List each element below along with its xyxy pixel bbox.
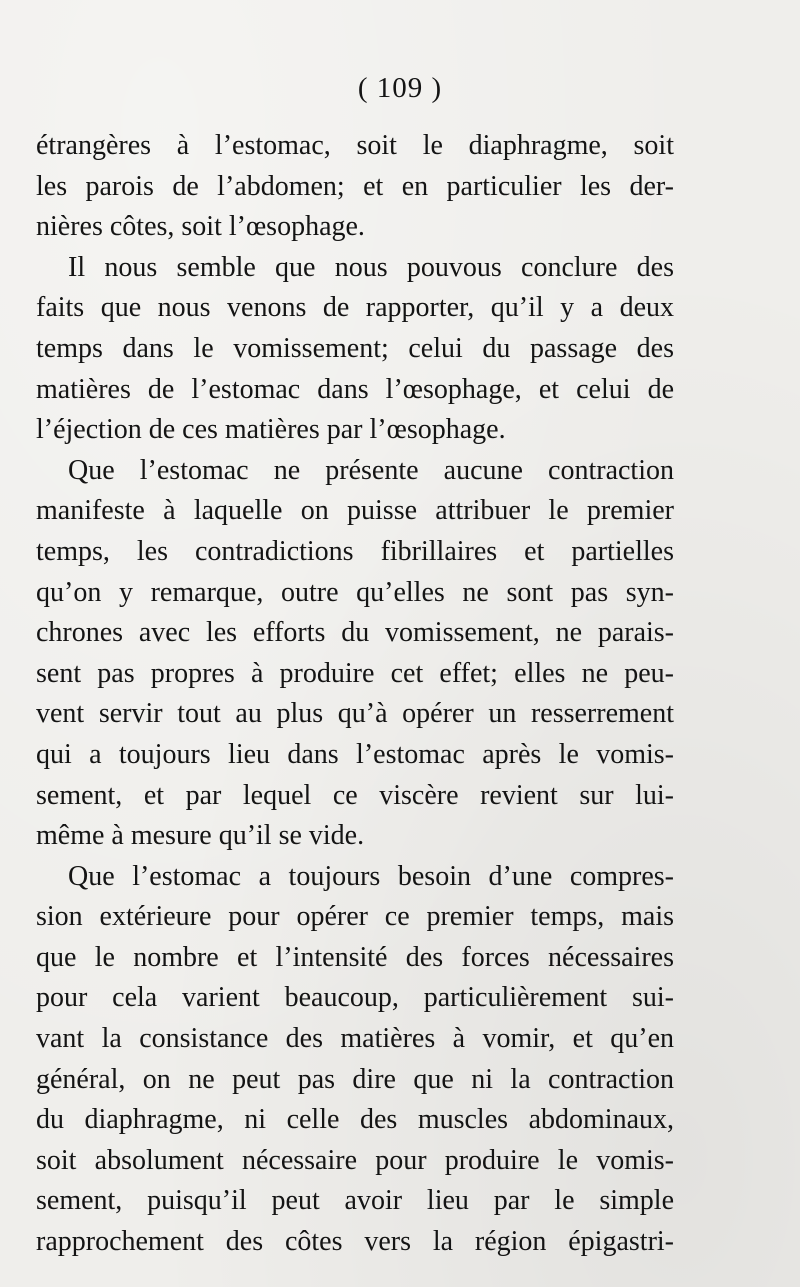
text-line: Il nous semble que nous pouvous conclure des xyxy=(68,251,674,283)
text-line: que le nombre et l’intensité des forces nécessaires xyxy=(36,941,674,973)
text-line: l’éjection de ces matières par l’œsophage. xyxy=(36,414,506,446)
text-line: sement, puisqu’il peut avoir lieu par le simple xyxy=(36,1185,674,1217)
text-line: rapprochement des côtes vers la région épigastri- xyxy=(36,1226,674,1258)
text-line: nières côtes, soit l’œsophage. xyxy=(36,211,365,243)
text-line: faits que nous venons de rapporter, qu’il y a deux xyxy=(36,292,674,324)
text-line: sent pas propres à produire cet effet; elles ne peu- xyxy=(36,657,674,689)
page-number: ( 109 ) xyxy=(357,72,443,104)
text-line: sement, et par lequel ce viscère revient sur lui- xyxy=(36,779,674,811)
text-line: soit absolument nécessaire pour produire le vomis- xyxy=(36,1144,674,1176)
text-line: les parois de l’abdomen; et en particulier les der- xyxy=(36,170,674,202)
text-line: Que l’estomac ne présente aucune contraction xyxy=(68,454,674,486)
text-line: manifeste à laquelle on puisse attribuer le premier xyxy=(36,495,674,527)
text-line: vent servir tout au plus qu’à opérer un resserrement xyxy=(36,698,674,730)
text-line: qu’on y remarque, outre qu’elles ne sont pas syn- xyxy=(36,576,674,608)
text-line: sion extérieure pour opérer ce premier temps, mais xyxy=(36,901,674,933)
text-line: Que l’estomac a toujours besoin d’une compres- xyxy=(68,860,674,892)
text-line: temps, les contradictions fibrillaires et partielles xyxy=(36,535,674,567)
text-line: temps dans le vomissement; celui du passage des xyxy=(36,332,674,364)
text-line: vant la consistance des matières à vomir, et qu’en xyxy=(36,1023,674,1055)
text-line: général, on ne peut pas dire que ni la contraction xyxy=(36,1063,674,1095)
text-line: qui a toujours lieu dans l’estomac après le vomis- xyxy=(36,738,674,770)
text-line: du diaphragme, ni celle des muscles abdominaux, xyxy=(36,1104,674,1136)
text-line: pour cela varient beaucoup, particulièrement sui- xyxy=(36,982,674,1014)
text-line: chrones avec les efforts du vomissement, ne parais- xyxy=(36,617,674,649)
text-line: étrangères à l’estomac, soit le diaphragme, soit xyxy=(36,130,674,161)
text-line: matières de l’estomac dans l’œsophage, et celui de xyxy=(36,373,674,405)
text-line: même à mesure qu’il se vide. xyxy=(36,820,365,852)
body-text xyxy=(36,126,674,1263)
